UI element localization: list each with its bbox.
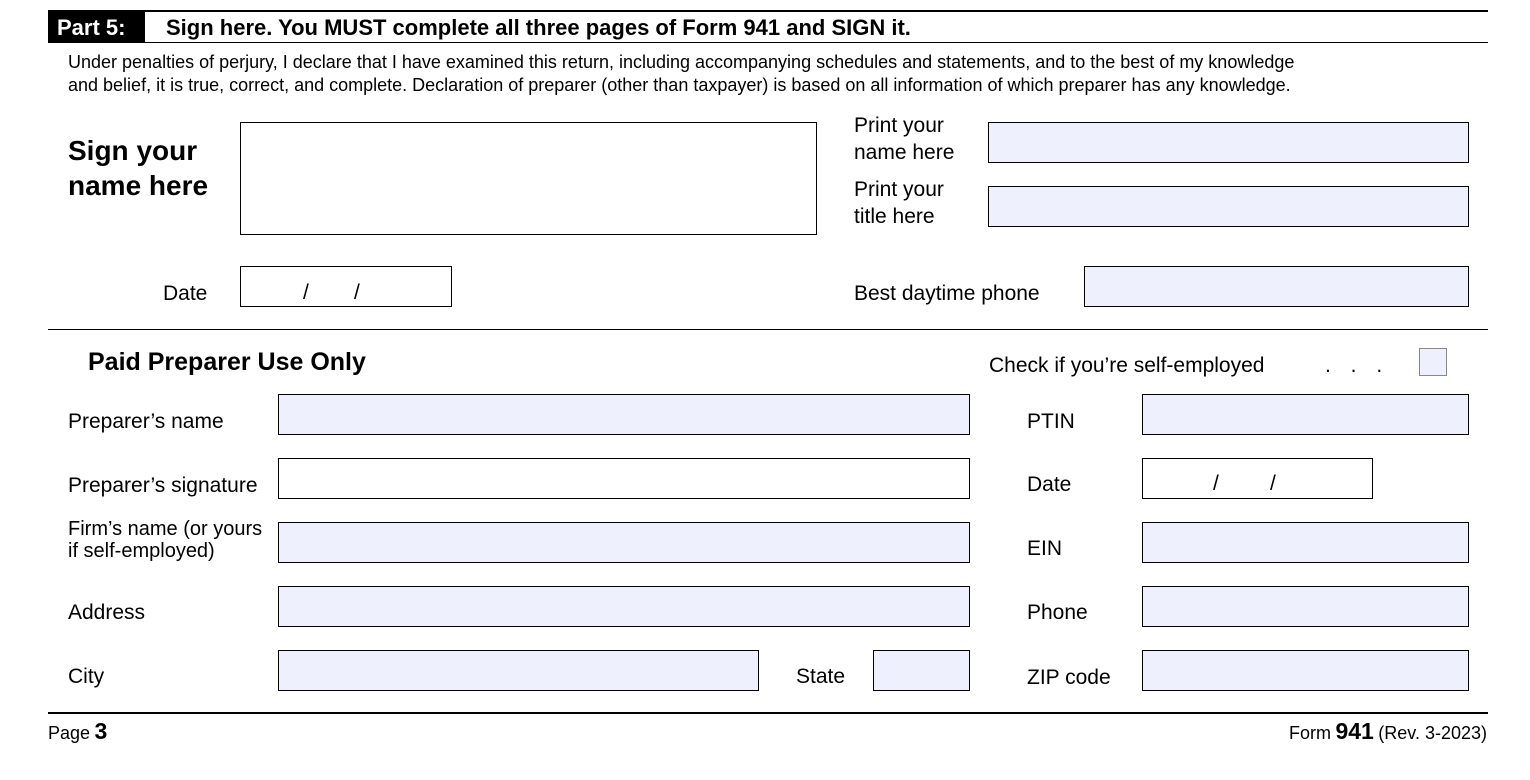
self-employed-label: Check if you’re self-employed [989, 354, 1265, 377]
self-employed-checkbox[interactable] [1419, 348, 1447, 376]
page-prefix: Page [48, 723, 91, 743]
preparer-heading: Paid Preparer Use Only [88, 348, 366, 376]
sign-label-line-2: name here [68, 170, 209, 201]
zip-label: ZIP code [1027, 666, 1111, 689]
sign-date-slash-1: / [303, 281, 309, 304]
print-title-label-line-2: title here [854, 205, 935, 228]
preparer-name-input[interactable] [278, 394, 970, 435]
ptin-input[interactable] [1142, 394, 1469, 435]
preparer-signature-label: Preparer’s signature [68, 474, 258, 497]
sign-date-input[interactable] [240, 266, 452, 307]
preparer-phone-label: Phone [1027, 601, 1088, 624]
ein-label: EIN [1027, 537, 1063, 560]
header-underline [48, 42, 1488, 43]
form-revision: (Rev. 3-2023) [1378, 723, 1487, 743]
print-name-input[interactable] [988, 122, 1469, 163]
print-title-label-line-1: Print your [854, 178, 944, 201]
preparer-date-input[interactable] [1142, 458, 1373, 499]
page-number: 3 [94, 718, 108, 744]
declaration-line-2: and belief, it is true, correct, and complete. Declaration of preparer (other than taxpayer) is based on all information of which preparer has any knowledge. [68, 75, 1291, 95]
print-name-label-line-2: name here [854, 141, 955, 164]
form-number: 941 [1335, 718, 1374, 744]
ptin-label: PTIN [1027, 410, 1075, 433]
sign-date-label: Date [163, 282, 208, 305]
preparer-name-label: Preparer’s name [68, 410, 224, 433]
address-input[interactable] [278, 586, 970, 627]
preparer-date-slash-2: / [1270, 472, 1276, 495]
state-label: State [796, 665, 846, 688]
form-footer [1289, 718, 1487, 745]
part-heading: Sign here. You MUST complete all three pages of Form 941 and SIGN it. [166, 15, 911, 40]
address-label: Address [68, 601, 146, 624]
firm-name-label-line-2: if self-employed) [68, 540, 215, 562]
ein-input[interactable] [1142, 522, 1469, 563]
print-title-input[interactable] [988, 186, 1469, 227]
page-footer [48, 718, 107, 745]
footer-rule [48, 712, 1488, 714]
firm-name-label-line-1: Firm’s name (or yours [68, 518, 263, 540]
city-label: City [68, 665, 105, 688]
top-rule [48, 10, 1488, 12]
daytime-phone-input[interactable] [1084, 266, 1469, 307]
form-prefix: Form [1289, 723, 1331, 743]
sign-label-line-1: Sign your [68, 135, 198, 166]
state-input[interactable] [873, 650, 970, 691]
sign-date-slash-2: / [354, 281, 360, 304]
city-input[interactable] [278, 650, 759, 691]
preparer-date-label: Date [1027, 473, 1072, 496]
declaration-line-1: Under penalties of perjury, I declare that I have examined this return, including accompanying schedules and statements, and to the best of my knowledge [68, 52, 1295, 72]
self-employed-dots: . . . [1325, 354, 1383, 377]
section-divider [48, 329, 1488, 330]
firm-name-input[interactable] [278, 522, 970, 563]
preparer-date-slash-1: / [1213, 472, 1219, 495]
zip-input[interactable] [1142, 650, 1469, 691]
print-name-label-line-1: Print your [854, 114, 944, 137]
part-tag-label: Part 5: [57, 15, 126, 40]
preparer-phone-input[interactable] [1142, 586, 1469, 627]
signature-box[interactable] [240, 122, 817, 235]
preparer-signature-input[interactable] [278, 458, 970, 499]
daytime-phone-label: Best daytime phone [854, 282, 1040, 305]
